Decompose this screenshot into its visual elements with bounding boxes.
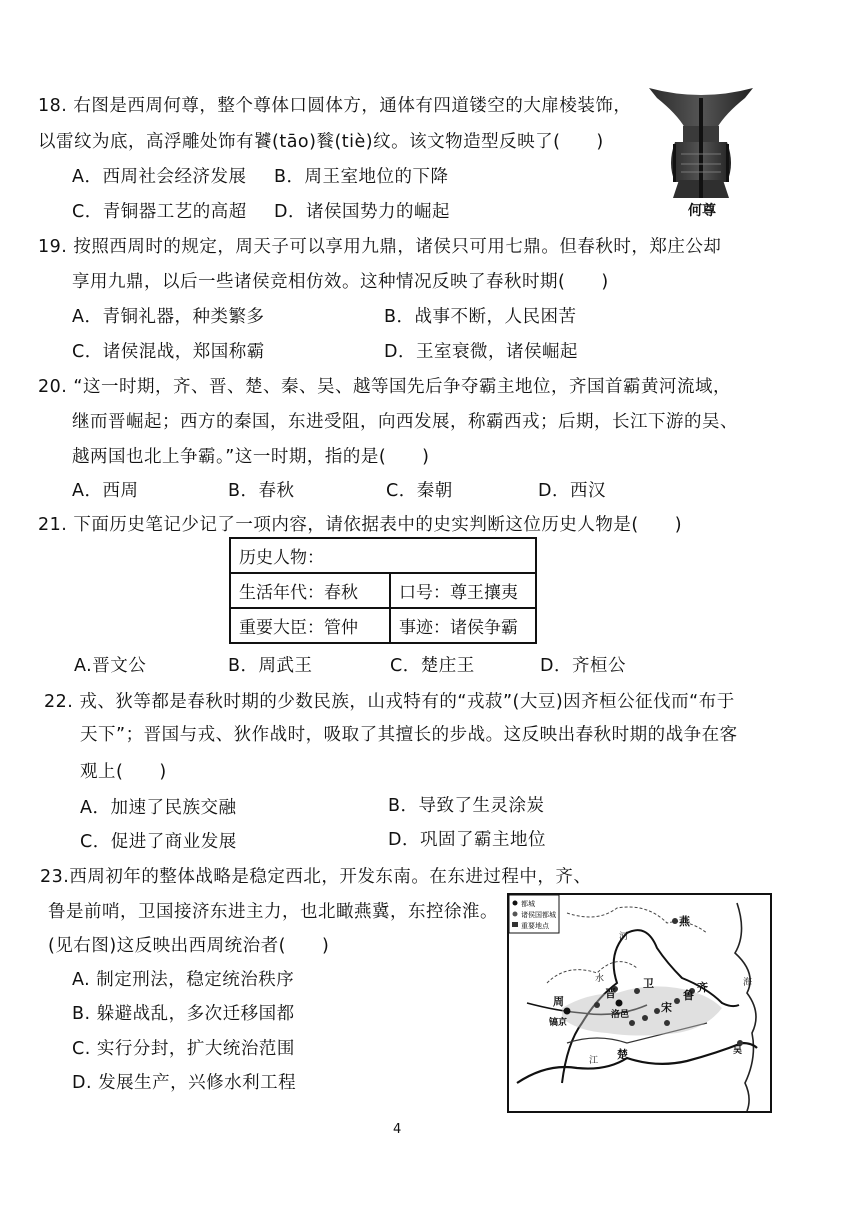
- haojing-marker: [564, 1008, 571, 1015]
- q20-option-d[interactable]: D．西汉: [538, 481, 606, 501]
- table-row: [230, 538, 536, 573]
- q22-option-a[interactable]: A．加速了民族交融: [80, 798, 237, 818]
- q22-option-b[interactable]: B．导致了生灵涂炭: [388, 796, 545, 816]
- yan-label: 燕: [679, 915, 690, 928]
- legend-vassal-capital-label: 诸侯国都城: [521, 911, 556, 919]
- q20-stem-line3: 越两国也北上争霸。”这一时期，指的是( ): [72, 447, 430, 467]
- chu-label: 楚: [617, 1048, 628, 1061]
- q22-stem-line1: 22. 戎、狄等都是春秋时期的少数民族，山戎特有的“戎菽”(大豆)因齐桓公征伐而“布于: [44, 692, 735, 712]
- song-label: 宋: [661, 1001, 672, 1014]
- q18-option-c[interactable]: C．青铜器工艺的高超: [72, 202, 247, 222]
- q23-stem-line2: 鲁是前哨，卫国接济东进主力，也北瞰燕冀，东控徐淮。: [48, 902, 498, 922]
- q18-option-b[interactable]: B．周王室地位的下降: [274, 167, 449, 187]
- page-number: 4: [393, 1122, 402, 1137]
- table-cell: 口号：尊王攘夷: [390, 573, 536, 608]
- state-marker: [629, 1020, 635, 1026]
- table-row: [230, 608, 536, 643]
- wei-state-label: 卫: [643, 977, 654, 990]
- q21-option-a[interactable]: A.晋文公: [74, 656, 147, 676]
- table-cell: 生活年代：春秋: [230, 573, 390, 608]
- jin-label: 晋: [605, 987, 616, 1000]
- qi-label: 齐: [697, 981, 708, 994]
- state-marker: [664, 1020, 670, 1026]
- map-legend: [509, 895, 559, 933]
- q23-option-d[interactable]: D. 发展生产，兴修水利工程: [72, 1073, 297, 1093]
- q21-option-c[interactable]: C．楚庄王: [390, 656, 475, 676]
- lu-state-marker: [674, 998, 680, 1004]
- q19-option-c[interactable]: C．诸侯混战，郑国称霸: [72, 342, 265, 362]
- luoyi-marker: [616, 1000, 623, 1007]
- q22-option-d[interactable]: D．巩固了霸主地位: [388, 830, 546, 850]
- q23-option-c[interactable]: C. 实行分封，扩大统治范围: [72, 1039, 295, 1059]
- vessel-caption: 何尊: [688, 203, 716, 219]
- q20-option-b[interactable]: B．春秋: [228, 481, 295, 501]
- q19-stem-line2: 享用九鼎，以后一些诸侯竞相仿效。这种情况反映了春秋时期( ): [72, 272, 609, 292]
- wu-label: 吴: [733, 1046, 743, 1056]
- q18-stem-line2: 以雷纹为底，高浮雕处饰有饕(tāo)餮(tiè)纹。该文物造型反映了( ): [38, 132, 604, 152]
- shui-label: 水: [595, 974, 605, 984]
- q19-option-a[interactable]: A．青铜礼器，种类繁多: [72, 307, 265, 327]
- table-row: [230, 573, 536, 608]
- zhou-label: 周: [553, 995, 564, 1008]
- q18-option-d[interactable]: D．诸侯国势力的崛起: [274, 202, 450, 222]
- q21-stem-line1: 21. 下面历史笔记少记了一项内容，请依据表中的史实判断这位历史人物是( ): [38, 515, 683, 535]
- q19-stem-line1: 19. 按照西周时的规定，周天子可以享用九鼎，诸侯只可用七鼎。但春秋时，郑庄公却: [38, 237, 722, 257]
- q20-stem-line2: 继而晋崛起；西方的秦国，东进受阻，向西发展，称霸西戎；后期，长江下游的吴、: [72, 412, 738, 432]
- state-marker: [594, 1002, 600, 1008]
- q23-stem-line3: (见右图)这反映出西周统治者( ): [48, 936, 330, 956]
- legend-important-place-label: 重要地点: [521, 922, 549, 930]
- q22-stem-line2: 天下”；晋国与戎、狄作战时，吸取了其擅长的步战。这反映出春秋时期的战争在客: [80, 725, 738, 745]
- q22-stem-line3: 观上( ): [80, 762, 167, 782]
- western-zhou-map: [507, 893, 772, 1113]
- jiang-label: 江: [589, 1056, 599, 1066]
- lu-label: 鲁: [683, 989, 694, 1002]
- legend-capital-label: 都城: [521, 900, 535, 908]
- haojing-label: 镐京: [549, 1018, 568, 1028]
- q22-option-c[interactable]: C．促进了商业发展: [80, 832, 237, 852]
- q19-option-d[interactable]: D．王室衰微，诸侯崛起: [384, 342, 578, 362]
- q20-option-c[interactable]: C．秦朝: [386, 481, 453, 501]
- q21-option-b[interactable]: B．周武王: [228, 656, 313, 676]
- q18-option-a[interactable]: A．西周社会经济发展: [72, 167, 247, 187]
- he-zun-vessel-image: [645, 84, 757, 202]
- q20-stem-line1: 20. “这一时期，齐、晋、楚、秦、吴、越等国先后争夺霸主地位，齐国首霸黄河流域，: [38, 377, 731, 397]
- sea-label: 海: [743, 978, 753, 988]
- song-state-marker: [654, 1008, 660, 1014]
- table-cell: 重要大臣：管仲: [230, 608, 390, 643]
- history-notes-table: [229, 537, 537, 644]
- q21-option-d[interactable]: D．齐桓公: [540, 656, 626, 676]
- table-header-cell: 历史人物：: [230, 538, 536, 573]
- yan-state-marker: [672, 918, 678, 924]
- wei-state-marker: [634, 988, 640, 994]
- luoyi-label: 洛邑: [611, 1010, 630, 1020]
- q19-option-b[interactable]: B．战事不断，人民困苦: [384, 307, 577, 327]
- q23-option-b[interactable]: B. 躲避战乱，多次迁移国都: [72, 1004, 295, 1024]
- q20-option-a[interactable]: A．西周: [72, 481, 139, 501]
- q18-stem-line1: 18. 右图是西周何尊，整个尊体口圆体方，通体有四道镂空的大扉棱装饰，: [38, 96, 632, 116]
- table-cell: 事迹：诸侯争霸: [390, 608, 536, 643]
- he-label: 河: [619, 932, 629, 942]
- state-marker: [642, 1015, 648, 1021]
- q23-stem-line1: 23.西周初年的整体战略是稳定西北，开发东南。在东进过程中，齐、: [40, 867, 592, 887]
- q23-option-a[interactable]: A. 制定刑法，稳定统治秩序: [72, 970, 295, 990]
